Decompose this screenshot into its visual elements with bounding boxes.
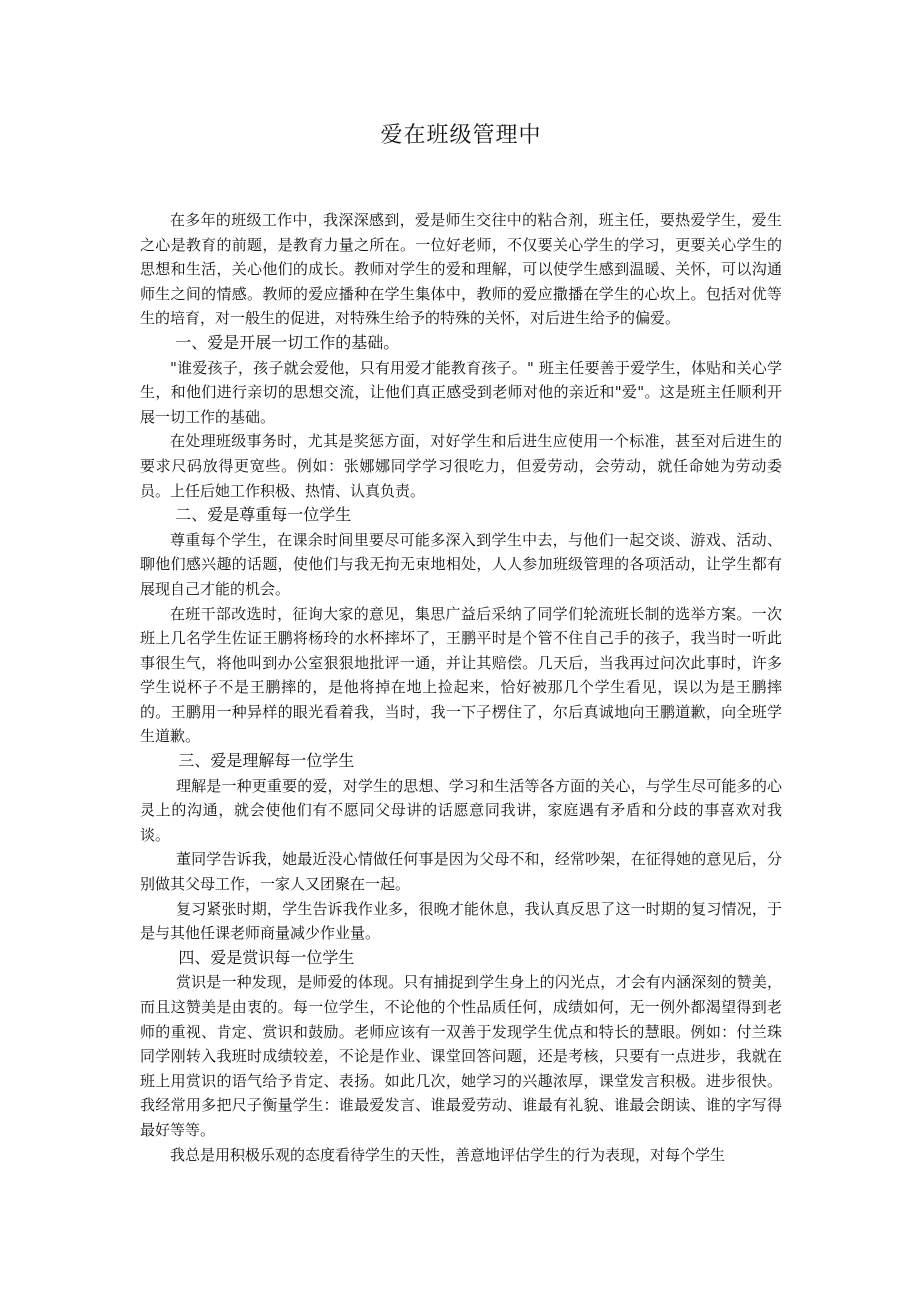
section-4-paragraph-1: 赏识是一种发现，是师爱的体现。只有捕捉到学生身上的闪光点，才会有内涵深刻的赞美，而且这赞美是由衷的。每一位学生，不论他的个性品质任何，成绩如何，无一例外都渴望得到老师的重视、肯定、赏识和鼓励。老师应该有一双善于发现学生优点和特长的慧眼。例如：付兰珠同学刚转入我班时成绩较差，不论是作业、课堂回答问题，还是考核，只要有一点进步，我就在班上用赏识的语气给予肯定、表扬。如此几次，她学习的兴趣浓厚，课堂发言积极。进步很快。我经常用多把尺子衡量学生：谁最爱发言、谁最爱劳动、谁最有礼貌、谁最会朗读、谁的字写得最好等等。 — [140, 973, 782, 1139]
section-heading-4: 四、爱是赏识每一位学生 — [178, 947, 355, 967]
section-3-paragraph-1: 理解是一种更重要的爱，对学生的思想、学习和生活等各方面的关心，与学生尽可能多的心灵上的沟通，就会使他们有不愿同父母讲的话愿意同我讲，家庭遇有矛盾和分歧的事喜欢对我谈。 — [140, 776, 782, 844]
section-1-paragraph-2: 在处理班级事务时，尤其是奖惩方面，对好学生和后进生应使用一个标准，甚至对后进生的要求尺码放得更宽些。例如：张娜娜同学学习很吃力，但爱劳动，会劳动，就任命她为劳动委员。上任后她工作积极、热情、认真负责。 — [140, 432, 782, 500]
document-page — [140, 120, 782, 1167]
section-3-paragraph-2: 董同学告诉我，她最近没心情做任何事是因为父母不和，经常吵架，在征得她的意见后，分别做其父母工作，一家人又团聚在一起。 — [140, 850, 782, 894]
section-4-paragraph-2: 我总是用积极乐观的态度看待学生的天性，善意地评估学生的行为表现，对每个学生 — [170, 1145, 726, 1164]
section-2-paragraph-2: 在班干部改选时，征询大家的意见，集思广益后采纳了同学们轮流班长制的选举方案。一次班上几名学生佐证王鹏将杨玲的水杯摔坏了，王鹏平时是个管不住自己手的孩子，我当时一听此事很生气，将他叫到办公室狠狠地批评一通，并让其赔偿。几天后，当我再过问次此事时，许多学生说杯子不是王鹏摔的，是他将掉在地上捡起来，恰好被那几个学生看见，误以为是王鹏摔的。王鹏用一种异样的眼光看着我，当时，我一下子楞住了，尔后真诚地向王鹏道歉，向全班学生道歉。 — [140, 604, 782, 746]
section-2-paragraph-1: 尊重每个学生，在课余时间里要尽可能多深入到学生中去，与他们一起交谈、游戏、活动、聊他们感兴趣的话题，使他们与我无拘无束地相处，人人参加班级管理的各项活动，让学生都有展现自己才能的机会。 — [140, 530, 782, 598]
section-heading-2: 二、爱是尊重每一位学生 — [175, 505, 352, 525]
intro-paragraph: 在多年的班级工作中，我深深感到，爱是师生交往中的粘合剂，班主任，要热爱学生，爱生之心是教育的前题，是教育力量之所在。一位好老师，不仅要关心学生的学习，更要关心学生的思想和生活，关心他们的成长。教师对学生的爱和理解，可以使学生感到温暖、关怀，可以沟通师生之间的情感。教师的爱应播种在学生集体中，教师的爱应撒播在学生的心坎上。包括对优等生的培育，对一般生的促进，对特殊生给予的特殊的关怀，对后进生给予的偏爱。 — [140, 211, 782, 328]
section-heading-1: 一、爱是开展一切工作的基础。 — [175, 332, 400, 352]
document-title: 爱在班级管理中 — [380, 123, 542, 148]
section-1-paragraph-1: "谁爱孩子，孩子就会爱他，只有用爱才能教育孩子。" 班主任要善于爱学生，体贴和关心学生，和他们进行亲切的思想交流，让他们真正感受到老师对他的亲近和"爱"。这是班主任顺利开展一切工作的基础。 — [140, 358, 782, 426]
section-heading-3: 三、爱是理解每一位学生 — [178, 751, 355, 771]
section-3-paragraph-3: 复习紧张时期，学生告诉我作业多，很晚才能休息，我认真反思了这一时期的复习情况，于是与其他任课老师商量减少作业量。 — [140, 899, 782, 943]
